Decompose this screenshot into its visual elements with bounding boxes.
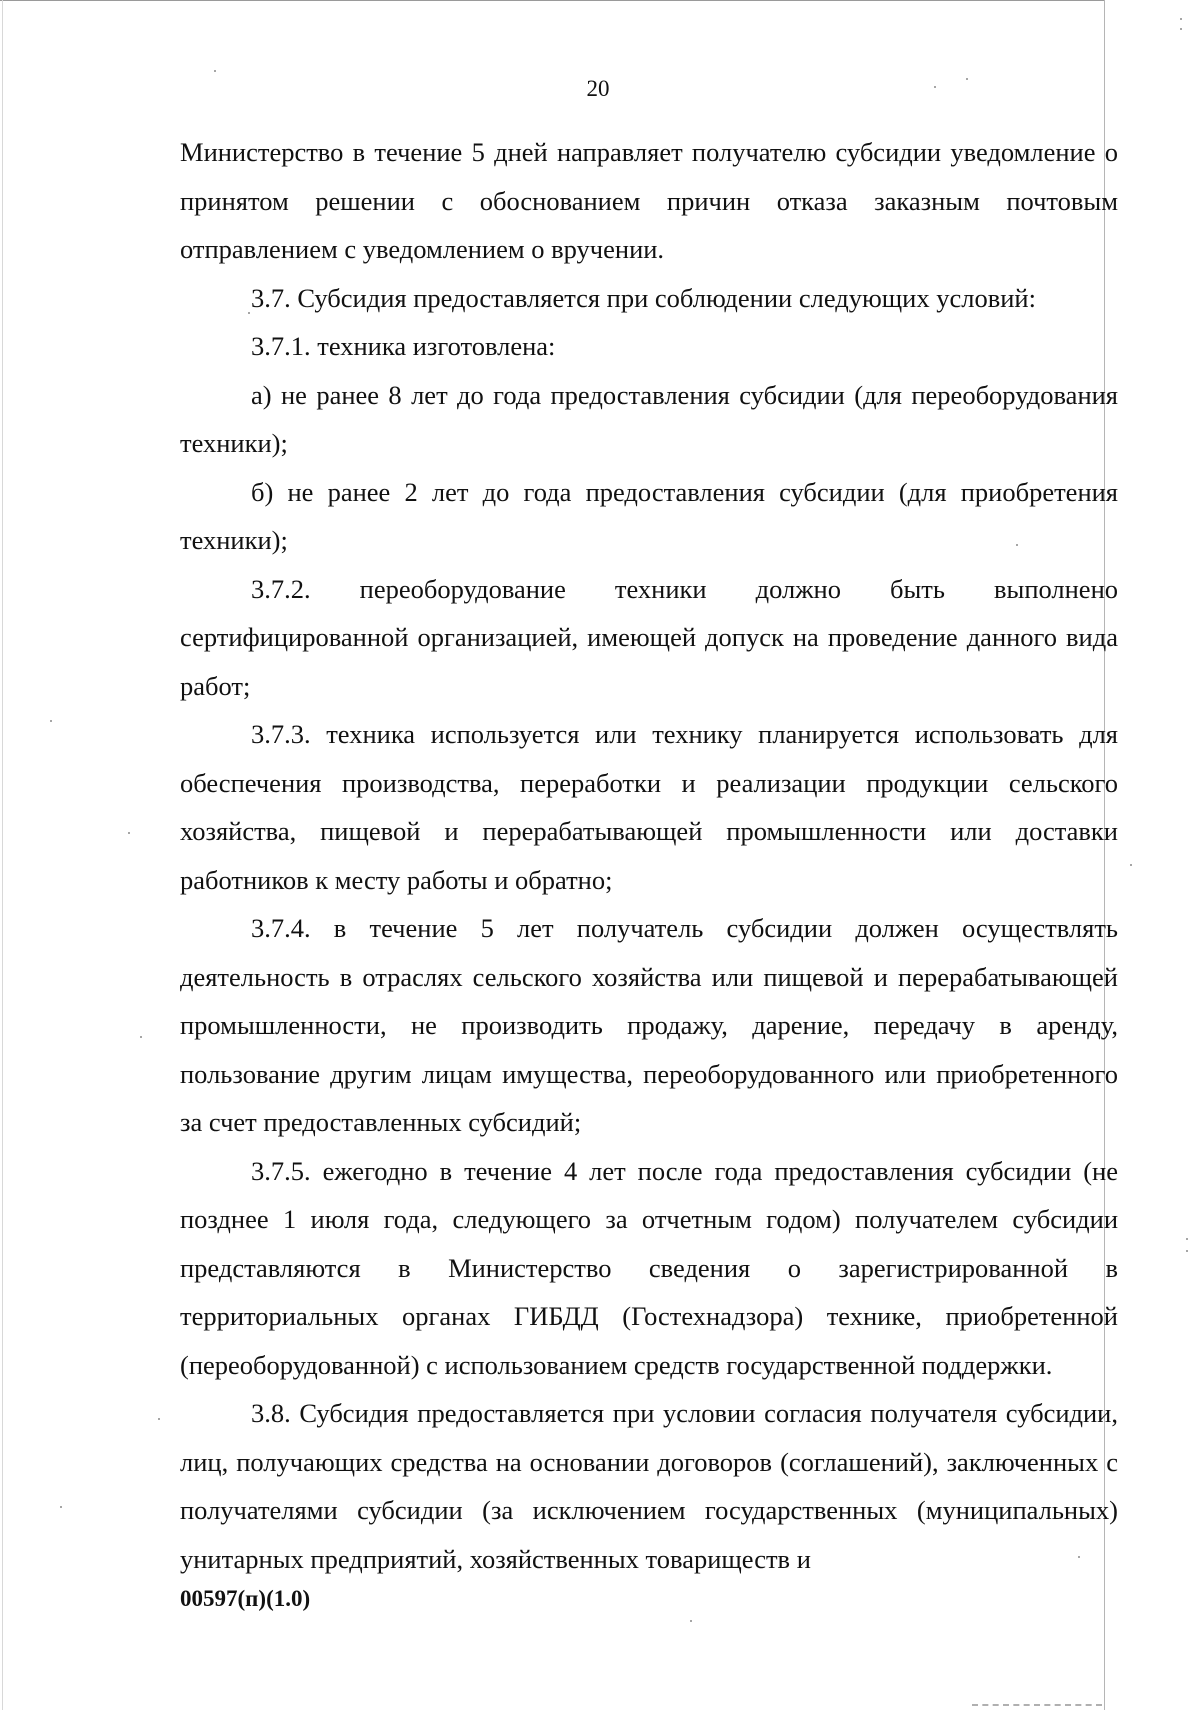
scan-speck [214, 70, 216, 72]
scan-speck [1130, 864, 1132, 866]
paragraph-3-8: 3.8. Субсидия предоставляется при условии согласия получателя субсидии, лиц, получающих средства на основании договоров (соглашений), заключенных с получателями субсидии (за исключением государственных (муниципальных) унитарных предприятий, хозяйственных товариществ и [180, 1398, 1118, 1574]
document-code: 00597(п)(1.0) [180, 1586, 311, 1611]
scan-left-edge [2, 0, 3, 1710]
scan-speck [1186, 1250, 1188, 1252]
scan-speck [128, 832, 130, 834]
scan-speck [1180, 18, 1182, 20]
scan-speck [158, 1418, 160, 1420]
scan-speck [248, 312, 250, 314]
scan-speck [966, 78, 968, 80]
page-number: 20 [586, 76, 610, 101]
scan-speck [1186, 1238, 1188, 1240]
scan-speck [50, 720, 52, 722]
scan-speck [1016, 544, 1018, 546]
scan-speck [934, 86, 936, 88]
paragraph-3-7-5: 3.7.5. ежегодно в течение 4 лет после года предоставления субсидии (не позднее 1 июля года, следующего за отчетным годом) получателем субсидии представляются в Министерство сведения о зарегистрированной в территориальных органах ГИБДД (Гостехнадзора) технике, приобретенной (переоборудованной) с использованием средств государственной поддержки. [180, 1155, 1118, 1380]
paragraph-3-7-1-b: б) не ранее 2 лет до года предоставления субсидии (для приобретения техники); [180, 476, 1118, 555]
paragraph-3-7-4: 3.7.4. в течение 5 лет получатель субсидии должен осуществлять деятельность в отраслях сельского хозяйства или пищевой и перерабатывающей промышленности, не производить продажу, дарение, передачу в аренду, пользование другим лицам имущества, переоборудованного или приобретенного за счет предоставленных субсидий; [180, 913, 1118, 1137]
paragraph-3-7-3: 3.7.3. техника используется или технику планируется использовать для обеспечения производства, переработки и реализации продукции сельского хозяйства, пищевой и перерабатывающей промышленности или доставки работников к месту работы и обратно; [180, 719, 1118, 895]
scan-top-edge [0, 0, 1104, 1]
scan-speck [690, 1620, 692, 1622]
scan-speck [60, 1506, 62, 1508]
paragraph-3-7-1-a: а) не ранее 8 лет до года предоставления субсидии (для переоборудования техники); [180, 379, 1118, 458]
scan-bottom-edge [972, 1704, 1102, 1706]
scan-speck [1180, 28, 1182, 30]
paragraph-3-7-1: 3.7.1. техника изготовлена: [251, 331, 556, 361]
document-body [180, 128, 1118, 1583]
paragraph-3-7: 3.7. Субсидия предоставляется при соблюдении следующих условий: [251, 282, 1036, 313]
paragraph-refusal-notice: Министерство в течение 5 дней направляет получателю субсидии уведомление о принятом решении с обоснованием причин отказа заказным почтовым отправлением с уведомлением о вручении. [180, 137, 1118, 264]
scan-speck [1078, 1556, 1080, 1558]
paragraph-3-7-2: 3.7.2. переоборудование техники должно быть выполнено сертифицированной организацией, имеющей допуск на проведение данного вида работ; [180, 573, 1118, 701]
scan-speck [140, 1036, 142, 1038]
